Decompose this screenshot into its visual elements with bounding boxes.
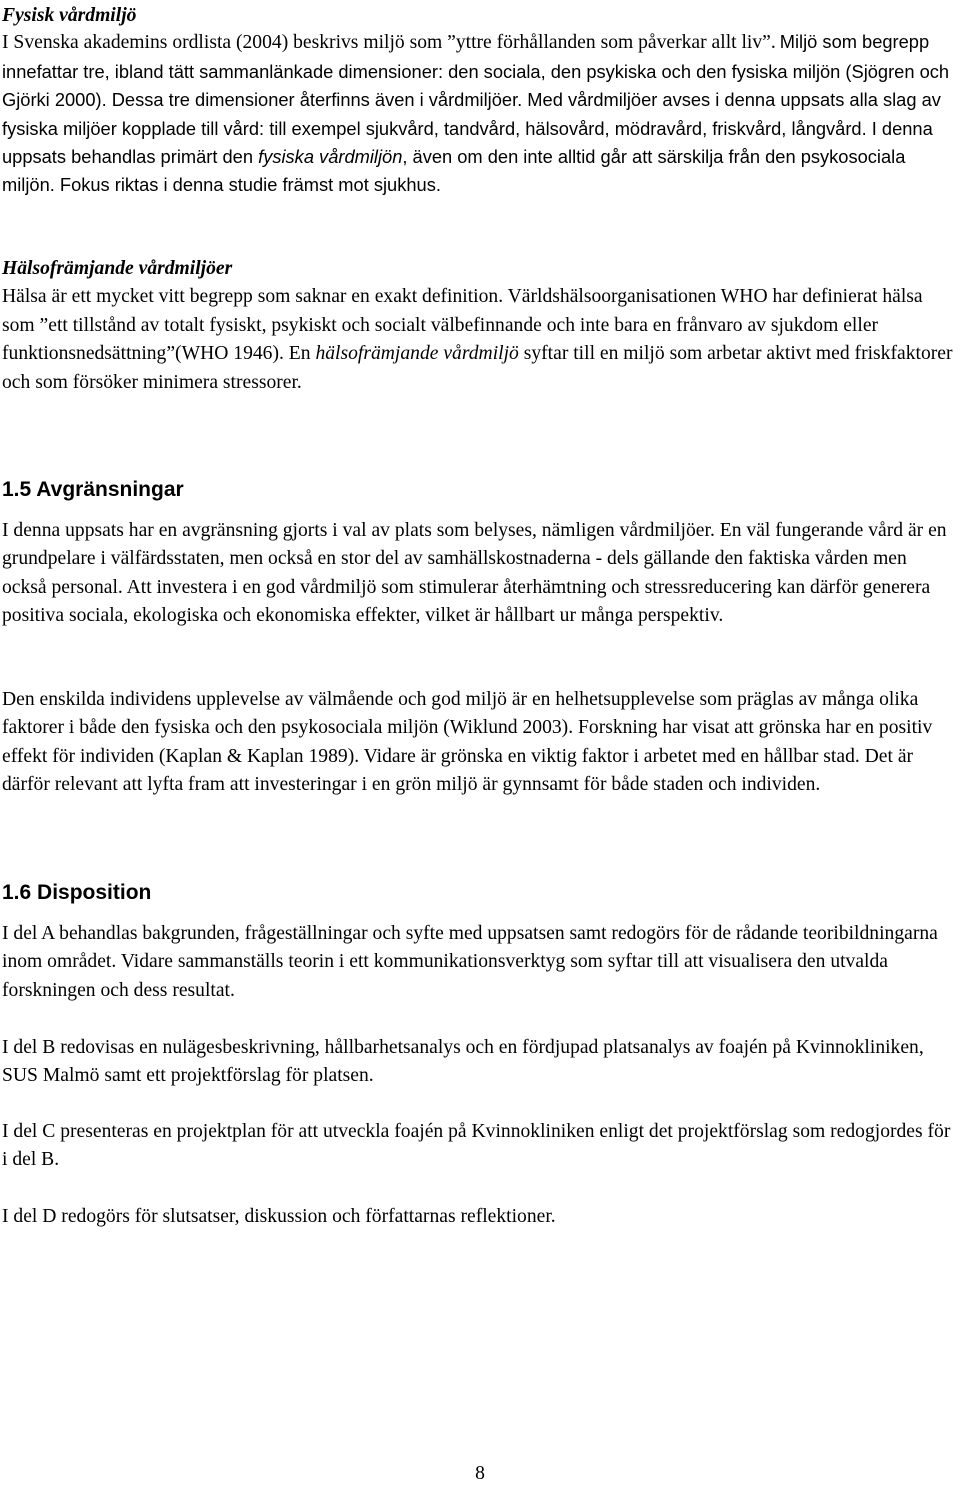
heading-1-5-avgransningar — [2, 476, 956, 504]
page-number: 8 — [475, 1463, 485, 1484]
heading-1-6-title: Disposition — [31, 881, 152, 904]
paragraph-avgransning-1: I denna uppsats har en avgränsning gjorts i val av plats som belyses, nämligen vårdmiljöer. En väl fungerande vård är en grundpelare i välfärdsstaten, men också en stor del av samhällskostnaderna - dels gällande den faktiska vården men också personal. Att investera i en god vårdmiljö som stimulerar återhämtning och stressreducering kan därför generera positiva sociala, ekologiska och ekonomiska effekter, vilket är hållbart ur många perspektiv. — [2, 520, 947, 627]
paragraph-del-d: I del D redogörs för slutsatser, diskussion och författarnas reflektioner. — [2, 1206, 556, 1227]
paragraph-halsa — [2, 283, 956, 397]
paragraph-del-b: I del B redovisas en nulägesbeskrivning, hållbarhetsanalys och en fördjupad platsanalys av foajén på Kvinnokliniken, SUS Malmö samt ett projektförslag för platsen. — [2, 1037, 924, 1087]
paragraph-del-a: I del A behandlas bakgrunden, frågeställningar och syfte med uppsatsen samt redogörs för de rådande teoribildningarna inom området. Vidare sammanställs teorin i ett kommunikationsverktyg som syftar till att visualisera den utvalda forskningen och dess resultat. — [2, 923, 938, 1001]
paragraph-halsa-text: Hälsa är ett mycket vitt begrepp som saknar en exakt definition. Världshälsoorganisationen WHO har definierat hälsa som ”ett tillstånd av totalt fysiskt, psykiskt och socialt välbefinnande och inte bara en frånvaro av sjukdom eller funktionsnedsättning”(WHO 1946). En — [2, 286, 923, 365]
paragraph-fysisk-sans-tail: , även om den inte alltid går att särskilja från den psykosociala miljön. Fokus riktas i denna studie främst mot sjukhus. — [2, 146, 906, 196]
section-title-fysisk-vardmiljo: Fysisk vårdmiljö — [2, 5, 137, 26]
emphasis-halsoframjande-vardmiljo: hälsofrämjande vårdmiljö — [315, 343, 519, 365]
section-halsoframjande — [2, 255, 956, 397]
paragraph-del-c: I del C presenteras en projektplan för att utveckla foajén på Kvinnokliniken enligt det projektförslag som redogjordes för i del B. — [2, 1121, 951, 1171]
heading-1-5-title: Avgränsningar — [31, 478, 184, 501]
paragraph-halsa-tail: syftar till en miljö som arbetar aktivt med friskfaktorer och som försöker minimera stressorer. — [2, 343, 953, 393]
heading-1-6-disposition — [2, 879, 956, 907]
paragraph-fysisk — [2, 28, 956, 199]
section-fysisk-vardmiljo — [2, 2, 956, 200]
heading-1-6-number: 1. — [2, 881, 20, 904]
paragraph-avgransning-2: Den enskilda individens upplevelse av välmående och god miljö är en helhetsupplevelse som präglas av många olika faktorer i både den fysiska och den psykosociala miljön (Wiklund 2003). Forskning har visat att grönska har en positiv effekt för individen (Kaplan & Kaplan 1989). Vidare är grönska en viktig faktor i arbetet med en hållbar stad. Det är därför relevant att lyfta fram att investeringar i en grön miljö är gynnsamt för både staden och individen. — [2, 689, 933, 796]
paragraph-fysisk-serif: I Svenska akademins ordlista (2004) beskrivs miljö som ”yttre förhållanden som påverkar allt liv”. — [2, 32, 776, 54]
paragraph-fysisk-sans — [2, 31, 949, 195]
paragraph-fysisk-sans-text: Miljö som begrepp innefattar tre, ibland tätt sammanlänkade dimensioner: den sociala, den psykiska och den fysiska miljön (Sjögren och Gjörki 2000). Dessa tre dimensioner återfinns även i vårdmiljöer. Med vårdmiljöer avses i denna uppsats alla slag av fysiska miljöer kopplade till vård: till exempel sjukvård, tandvård, hälsovård, mödravård, friskvård, långvård. I denna uppsats behandlas primärt den — [2, 31, 950, 168]
section-title-halsoframjande: Hälsofrämjande vårdmiljöer — [2, 258, 233, 279]
heading-1-5-number: 1. — [2, 478, 20, 501]
heading-1-5-number-digit: 5 — [19, 478, 32, 501]
heading-1-6-number-digit: 6 — [19, 881, 32, 904]
emphasis-fysiska-vardmiljon: fysiska vårdmiljön — [258, 146, 403, 168]
